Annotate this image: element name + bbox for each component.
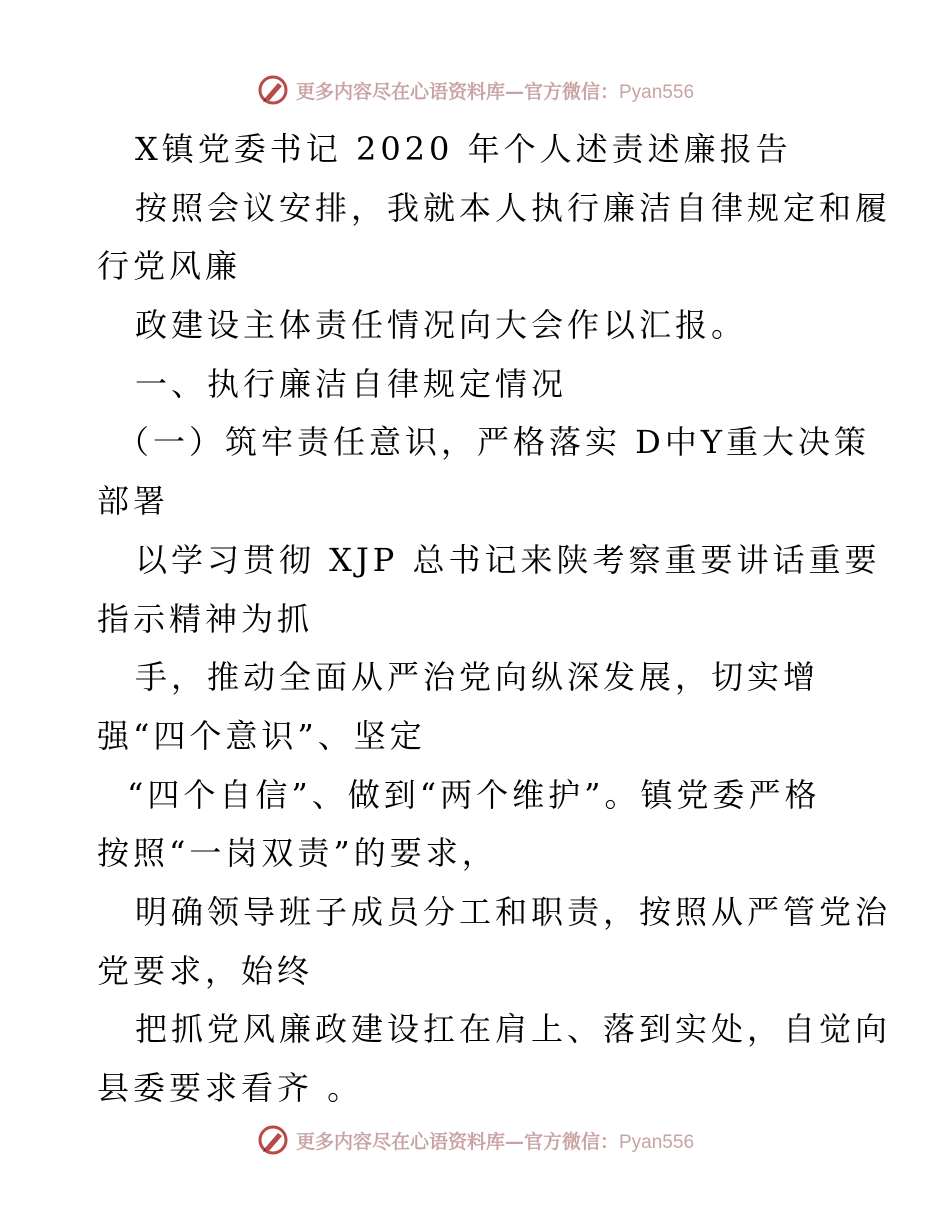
document-body (97, 120, 892, 1118)
paragraph-line: 以学习贯彻 XJP 总书记来陕考察重要讲话重要 (135, 540, 881, 579)
watermark-text: 更多内容尽在心语资料库—官方微信：Pyan556 (295, 80, 695, 103)
paragraph-line: 党要求，始终 (97, 951, 314, 990)
pen-circle-logo-icon (256, 73, 290, 107)
paragraph-line: 县委要求看齐 。 (97, 1069, 364, 1107)
paragraph-line: 把抓党风廉政建设扛在肩上、落到实处，自觉向 (135, 1010, 892, 1049)
watermark-banner-bottom (0, 1120, 950, 1160)
watermark-banner-top (0, 70, 950, 110)
document-title: X镇党委书记 2020 年个人述责述廉报告 (135, 130, 792, 168)
paragraph-line: 政建设主体责任情况向大会作以汇报。 (135, 306, 748, 345)
paragraph-line: 行党风廉 (97, 247, 242, 286)
paragraph-line: 明确领导班子成员分工和职责，按照从严管党治 (135, 892, 892, 931)
paragraph-line: 指示精神为抓 (97, 599, 314, 638)
paragraph-line: 手，推动全面从严治党向纵深发展，切实增 (135, 658, 820, 697)
paragraph-line: 强“四个意识”、坚定 (97, 716, 426, 755)
paragraph-line: 按照“一岗双责”的要求， (97, 834, 498, 873)
paragraph-line: 一、执行廉洁自律规定情况 (135, 364, 568, 403)
paragraph-line: 部署 (97, 482, 170, 521)
watermark-text: 更多内容尽在心语资料库—官方微信：Pyan556 (295, 1130, 695, 1153)
pen-circle-logo-icon (256, 1123, 290, 1157)
paragraph-line: 按照会议安排，我就本人执行廉洁自律规定和履 (135, 188, 892, 227)
paragraph-line: （一）筑牢责任意识，严格落实 D中Y重大决策 (117, 423, 870, 462)
paragraph-line: “四个自信”、做到“两个维护”。镇党委严格 (127, 775, 821, 814)
